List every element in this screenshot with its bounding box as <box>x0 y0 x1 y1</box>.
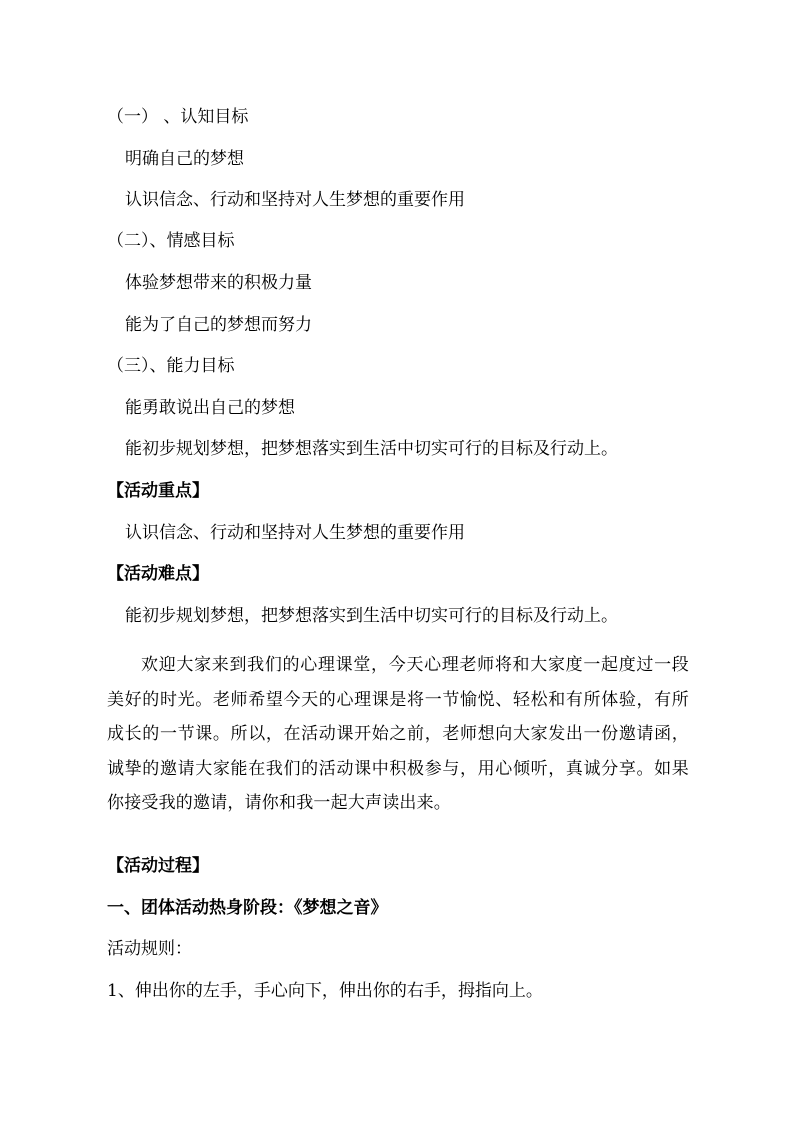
goal-item: 能为了自己的梦想而努力 <box>125 315 312 335</box>
rules-label: 活动规则： <box>107 939 192 959</box>
key-point-text: 认识信念、行动和坚持对人生梦想的重要作用 <box>125 523 465 543</box>
difficulty-heading: 【活动难点】 <box>107 564 209 584</box>
goal-item: 能初步规划梦想，把梦想落实到生活中切实可行的目标及行动上。 <box>125 439 618 459</box>
goal-item: 认识信念、行动和坚持对人生梦想的重要作用 <box>125 190 465 210</box>
warmup-stage-heading: 一、团体活动热身阶段：《梦想之音》 <box>107 898 388 918</box>
goal-item: 能勇敢说出自己的梦想 <box>125 398 295 418</box>
goal-item: 体验梦想带来的积极力量 <box>125 273 312 293</box>
process-heading: 【活动过程】 <box>107 856 209 876</box>
key-point-heading: 【活动重点】 <box>107 481 209 501</box>
difficulty-text: 能初步规划梦想，把梦想落实到生活中切实可行的目标及行动上。 <box>125 606 618 626</box>
rule-item: 1、伸出你的左手，手心向下，伸出你的右手，拇指向上。 <box>107 981 543 1001</box>
cognitive-goal-heading: （一） 、认知目标 <box>107 107 249 127</box>
emotional-goal-heading: （二）、情感目标 <box>107 231 235 251</box>
goal-item: 明确自己的梦想 <box>125 149 244 169</box>
ability-goal-heading: （三）、能力目标 <box>107 356 235 376</box>
intro-paragraph: 欢迎大家来到我们的心理课堂，今天心理老师将和大家度一起度过一段美好的时光。老师希望今天的心理课是将一节愉悦、轻松和有所体验，有所成长的一节课。所以，在活动课开始之前，老师想向大家发出一份邀请函，诚挚的邀请大家能在我们的活动课中积极参与，用心倾听，真诚分享。如果你接受我的邀请，请你和我一起大声读出来。 <box>107 655 689 814</box>
